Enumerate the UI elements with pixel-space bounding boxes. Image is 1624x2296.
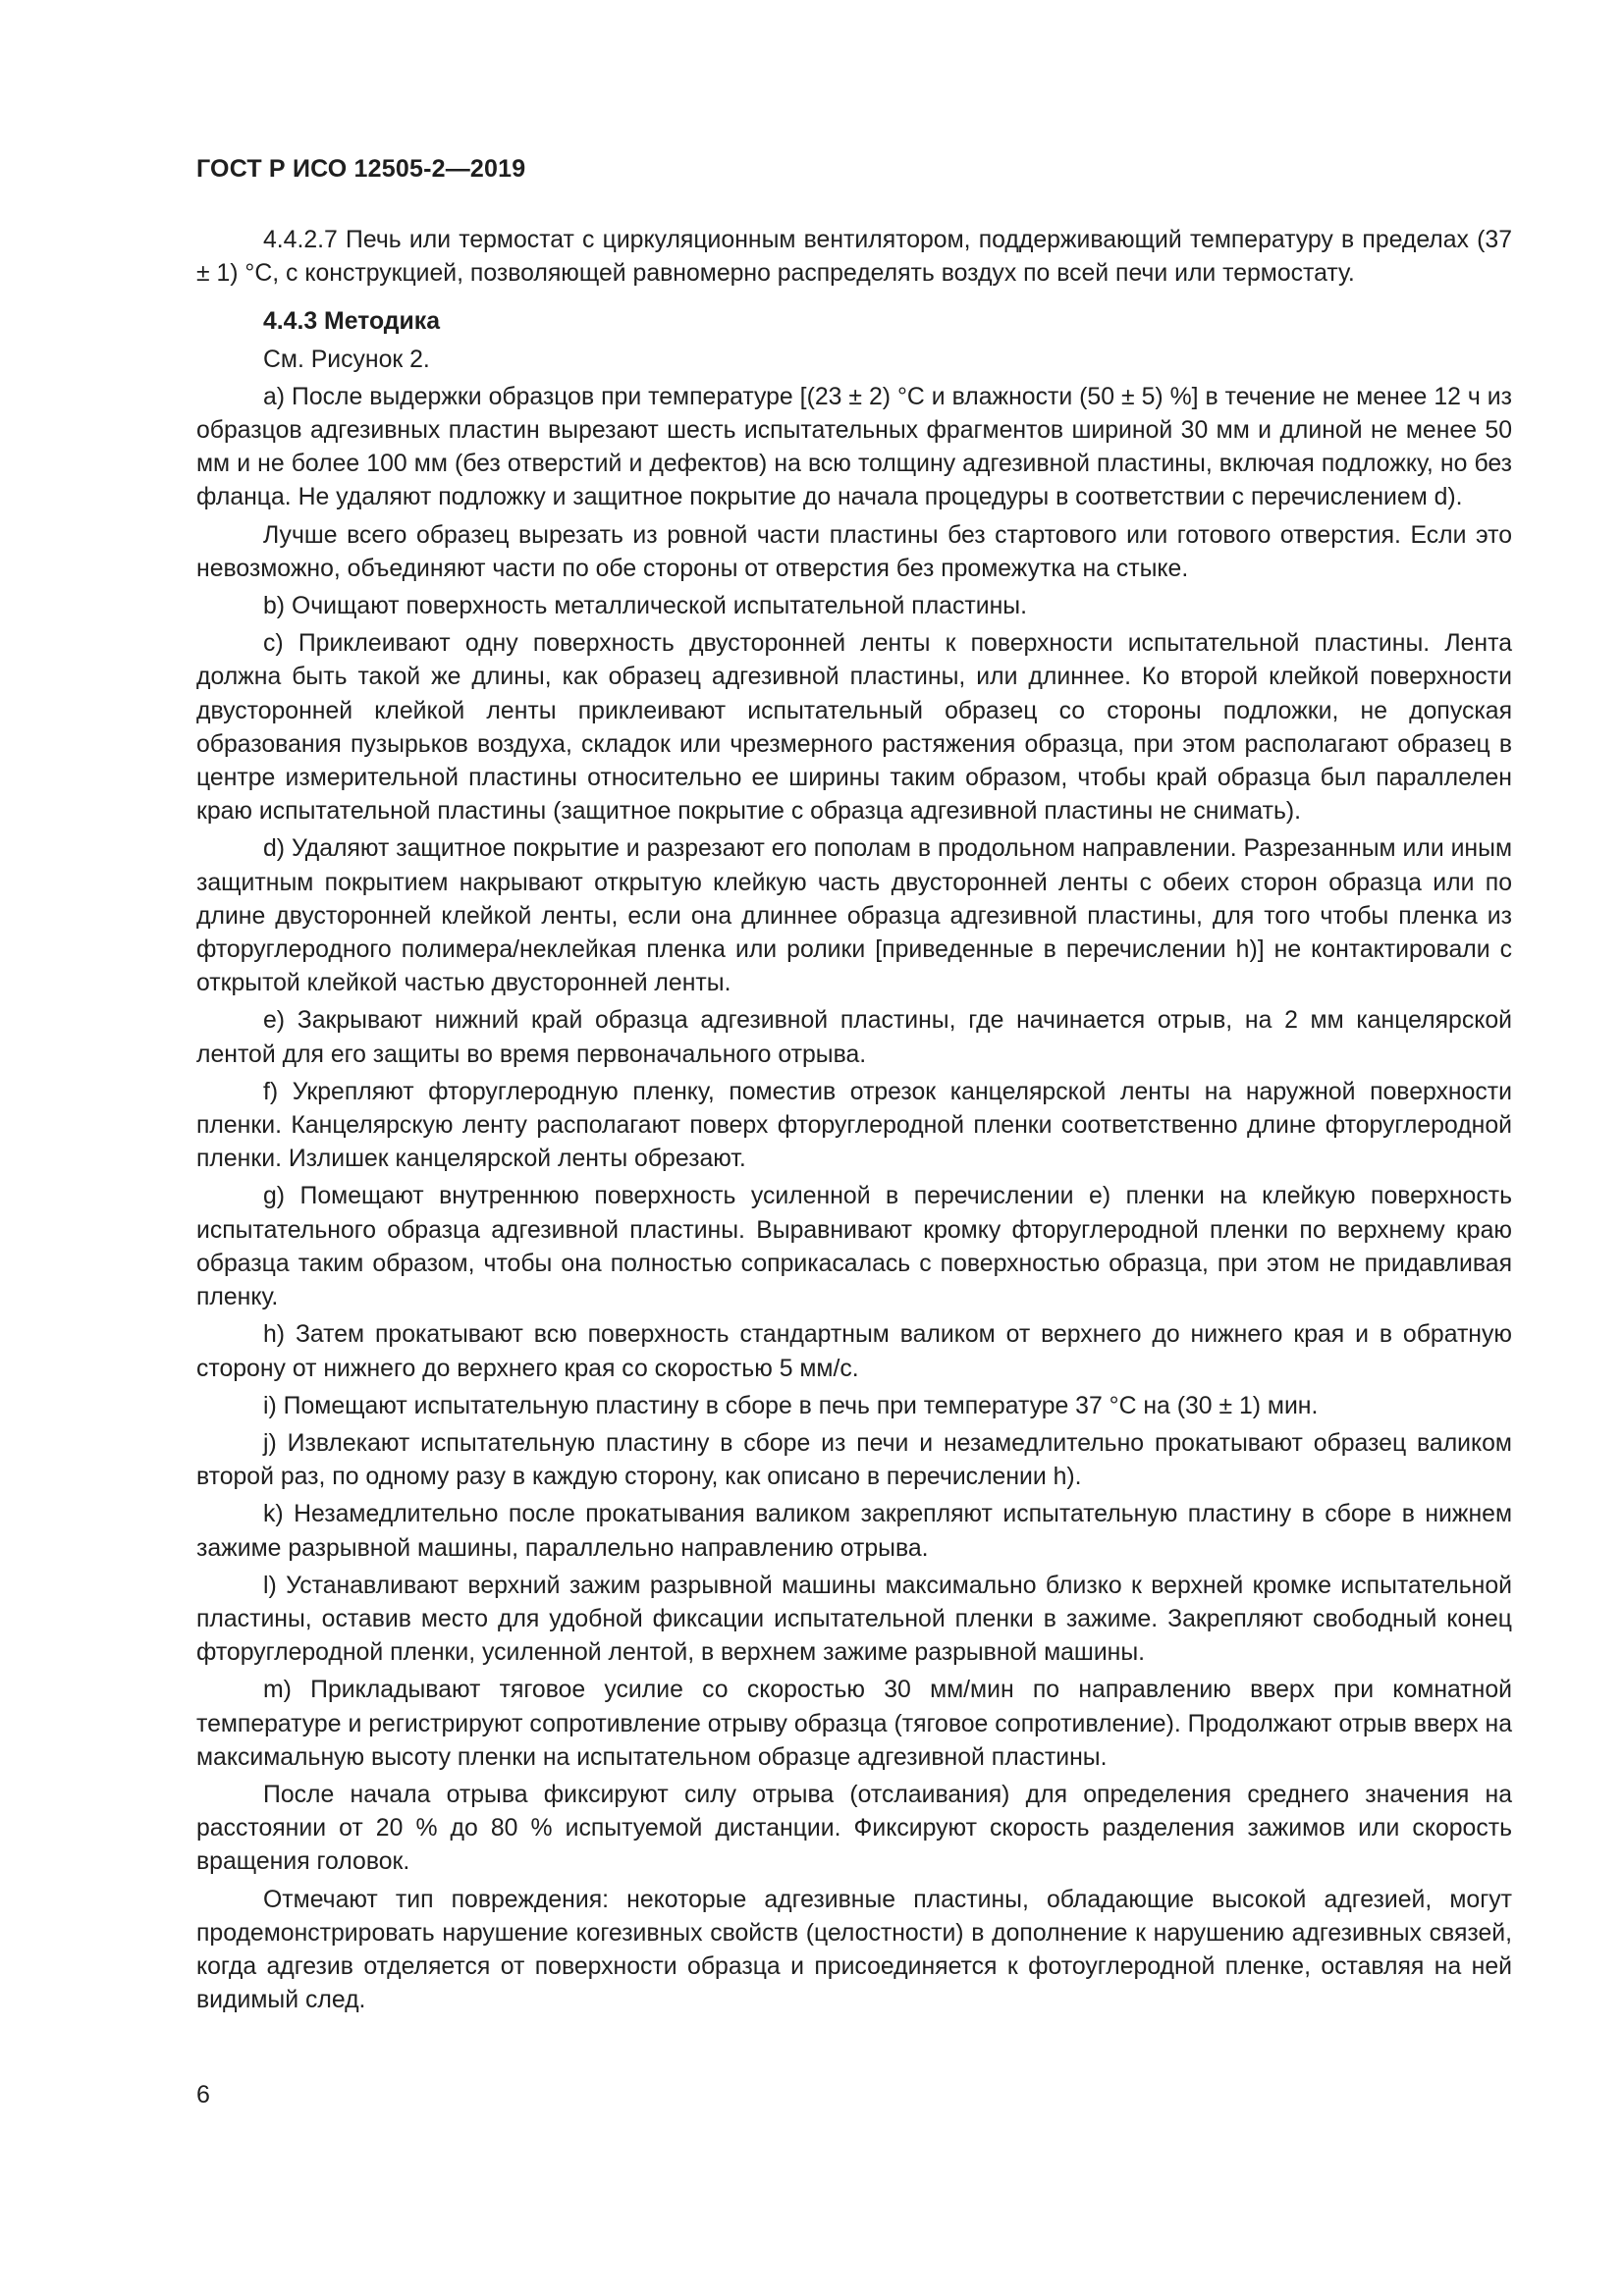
list-item-e: e) Закрывают нижний край образца адгезивной пластины, где начинается отрыв, на 2 мм канцелярской лентой для его защиты во время первоначального отрыва. xyxy=(196,1007,1512,1068)
paragraph-failure-type: Отмечают тип повреждения: некоторые адгезивные пластины, обладающие высокой адгезией, могут продемонстрировать нарушение когезивных свойств (целостности) в дополнение к нарушению адгезивных связей, когда адгезив отделяется от поверхности образца и присоединяется к фотоуглеродной пленке, оставляя на ней видимый след. xyxy=(196,1886,1512,2014)
list-item-c: c) Приклеивают одну поверхность двусторонней ленты к поверхности испытательной пластины. Лента должна быть такой же длины, как образец адгезивной пластины, или длиннее. Ко второй клейкой поверхности двусторонней клейкой ленты приклеивают испытательный образец со стороны подложки, не допуская образования пузырьков воздуха, складок или чрезмерного растяжения образца, при этом располагают образец в центре измерительной пластины относительно ее ширины таким образом, чтобы край образца был параллелен краю испытательной пластины (защитное покрытие с образца адгезивной пластины не снимать). xyxy=(196,630,1512,826)
list-item-l: l) Устанавливают верхний зажим разрывной машины максимально близко к верхней кромке испытательной пластины, оставив место для удобной фиксации испытательной пленки в зажиме. Закрепляют свободный конец фторуглеродной пленки, усиленной лентой, в верхнем зажиме разрывной машины. xyxy=(196,1572,1512,1667)
paragraph-best-cut: Лучше всего образец вырезать из ровной части пластины без стартового или готового отверстия. Если это невозможно, объединяют части по обе стороны от отверстия без промежутка на стыке. xyxy=(196,521,1512,582)
document-body xyxy=(196,224,1512,2021)
page-number: 6 xyxy=(196,2081,210,2109)
list-item-g: g) Помещают внутреннюю поверхность усиленной в перечислении e) пленки на клейкую поверхность испытательного образца адгезивной пластины. Выравнивают кромку фторуглеродной пленки по верхнему краю образца таким образом, чтобы она полностью соприкасалась с поверхностью образца, при этом не придавливая пленку. xyxy=(196,1183,1512,1311)
paragraph-after-peel: После начала отрыва фиксируют силу отрыва (отслаивания) для определения среднего значения на расстоянии от 20 % до 80 % испытуемой дистанции. Фиксируют скорость разделения зажимов или скорость вращения головок. xyxy=(196,1781,1512,1876)
list-item-m: m) Прикладывают тяговое усилие со скоростью 30 мм/мин по направлению вверх при комнатной температуре и регистрируют сопротивление отрыву образца (тяговое сопротивление). Продолжают отрыв вверх на максимальную высоту пленки на испытательном образце адгезивной пластины. xyxy=(196,1677,1512,1771)
list-item-f: f) Укрепляют фторуглеродную пленку, поместив отрезок канцелярской ленты на наружной поверхности пленки. Канцелярскую ленту располагают поверх фторуглеродной пленки соответственно длине фторуглеродной пленки. Излишек канцелярской ленты обрезают. xyxy=(196,1078,1512,1173)
list-item-d: d) Удаляют защитное покрытие и разрезают его пополам в продольном направлении. Разрезанным или иным защитным покрытием накрывают открытую клейкую часть двусторонней ленты с обеих сторон образца или по длине двусторонней клейкой ленты, если она длиннее образца адгезивной пластины, для того чтобы пленка из фторуглеродного полимера/неклейкая пленка или ролики [приведенные в перечислении h)] не контактировали с открытой клейкой частью двусторонней ленты. xyxy=(196,835,1512,997)
paragraph-4-4-2-7: 4.4.2.7 Печь или термостат с циркуляционным вентилятором, поддерживающий температуру в пределах (37 ± 1) °С, с конструкцией, позволяющей равномерно распределять воздух по всей печи или термостату. xyxy=(196,227,1512,288)
section-heading-4-4-3: 4.4.3 Методика xyxy=(263,308,440,336)
list-item-a: a) После выдержки образцов при температуре [(23 ± 2) °С и влажности (50 ± 5) %] в течение не менее 12 ч из образцов адгезивных пластин вырезают шесть испытательных фрагментов шириной 30 мм и длиной не менее 50 мм и не более 100 мм (без отверстий и дефектов) на всю толщину адгезивной пластины, включая подложку, но без фланца. Не удаляют подложку и защитное покрытие до начала процедуры в соответствии с перечислением d). xyxy=(196,383,1512,511)
list-item-b: b) Очищают поверхность металлической испытательной пластины. xyxy=(263,593,1027,620)
list-item-j: j) Извлекают испытательную пластину в сборе из печи и незамедлительно прокатывают образец валиком второй раз, по одному разу в каждую сторону, как описано в перечислении h). xyxy=(196,1429,1512,1491)
list-item-i: i) Помещают испытательную пластину в сборе в печь при температуре 37 °С на (30 ± 1) мин. xyxy=(263,1392,1319,1419)
list-item-k: k) Незамедлительно после прокатывания валиком закрепляют испытательную пластину в сборе в нижнем зажиме разрывной машины, параллельно направлению отрыва. xyxy=(196,1501,1512,1562)
document-header: ГОСТ Р ИСО 12505-2—2019 xyxy=(196,155,526,183)
list-item-h: h) Затем прокатывают всю поверхность стандартным валиком от верхнего до нижнего края и в обратную сторону от нижнего до верхнего края со скоростью 5 мм/с. xyxy=(196,1321,1512,1382)
paragraph-see-figure: См. Рисунок 2. xyxy=(263,346,430,373)
